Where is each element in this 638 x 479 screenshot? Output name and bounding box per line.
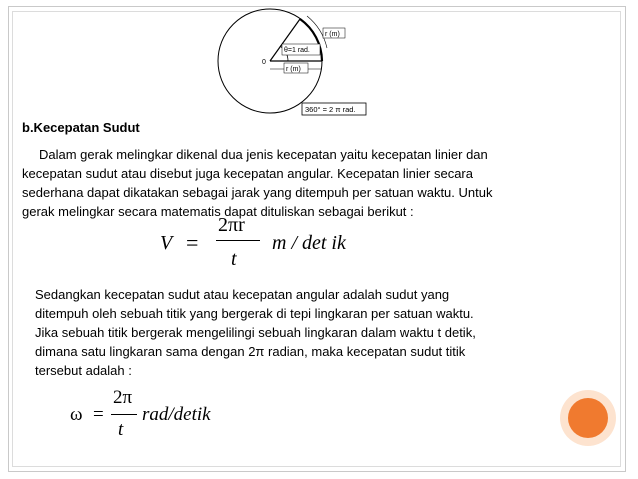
center-label: 0 <box>262 59 266 66</box>
paragraph2-line: Sedangkan kecepatan sudut atau kecepatan angular adalah sudut yang <box>35 287 450 302</box>
radius-label: r (m) <box>286 66 301 73</box>
paragraph1-line: Dalam gerak melingkar dikenal dua jenis kecepatan yaitu kecepatan linier dan <box>39 147 488 162</box>
angle-label: θ=1 rad. <box>284 47 310 54</box>
formula1-fraction-bar <box>216 240 260 241</box>
formula1-unit: m / det ik <box>272 232 346 254</box>
formula1-lhs: V <box>160 232 173 254</box>
formula1-equals: = <box>186 230 199 255</box>
paragraph1-line: kecepatan sudut atau disebut juga kecepatan angular. Kecepatan linier secara <box>22 166 473 181</box>
paragraph1-line: sederhana dapat dikatakan sebagai jarak yang ditempuh per satuan waktu. Untuk <box>22 185 493 200</box>
formula2-fraction-bar <box>111 414 137 415</box>
formula1-numerator: 2πr <box>218 214 245 236</box>
formula2-equals: = <box>93 404 104 425</box>
paragraph-angular-velocity <box>35 285 476 380</box>
paragraph2-line: tersebut adalah : <box>35 363 132 378</box>
paragraph-linear-velocity <box>22 145 492 221</box>
decorative-circle <box>568 398 608 438</box>
paragraph1-line: gerak melingkar secara matematis dapat dituliskan sebagai berikut : <box>22 204 414 219</box>
full-circle-label: 360° = 2 π rad. <box>305 105 356 114</box>
radian-circle-diagram <box>210 6 380 120</box>
arc-label: r (m) <box>325 31 340 38</box>
formula2-numerator: 2π <box>113 387 133 408</box>
formula1-denominator: t <box>231 248 237 270</box>
section-heading: b.Kecepatan Sudut <box>22 120 140 135</box>
paragraph2-line: dimana satu lingkaran sama dengan 2π radian, maka kecepatan sudut titik <box>35 344 466 359</box>
paragraph2-line: Jika sebuah titik bergerak mengelilingi sebuah lingkaran dalam waktu t detik, <box>35 325 476 340</box>
formula2-lhs: ω <box>70 404 83 425</box>
formula2-denominator: t <box>118 419 124 440</box>
formula2-unit: rad/detik <box>142 404 211 425</box>
paragraph2-line: ditempuh oleh sebuah titik yang bergerak di tepi lingkaran per satuan waktu. <box>35 306 474 321</box>
